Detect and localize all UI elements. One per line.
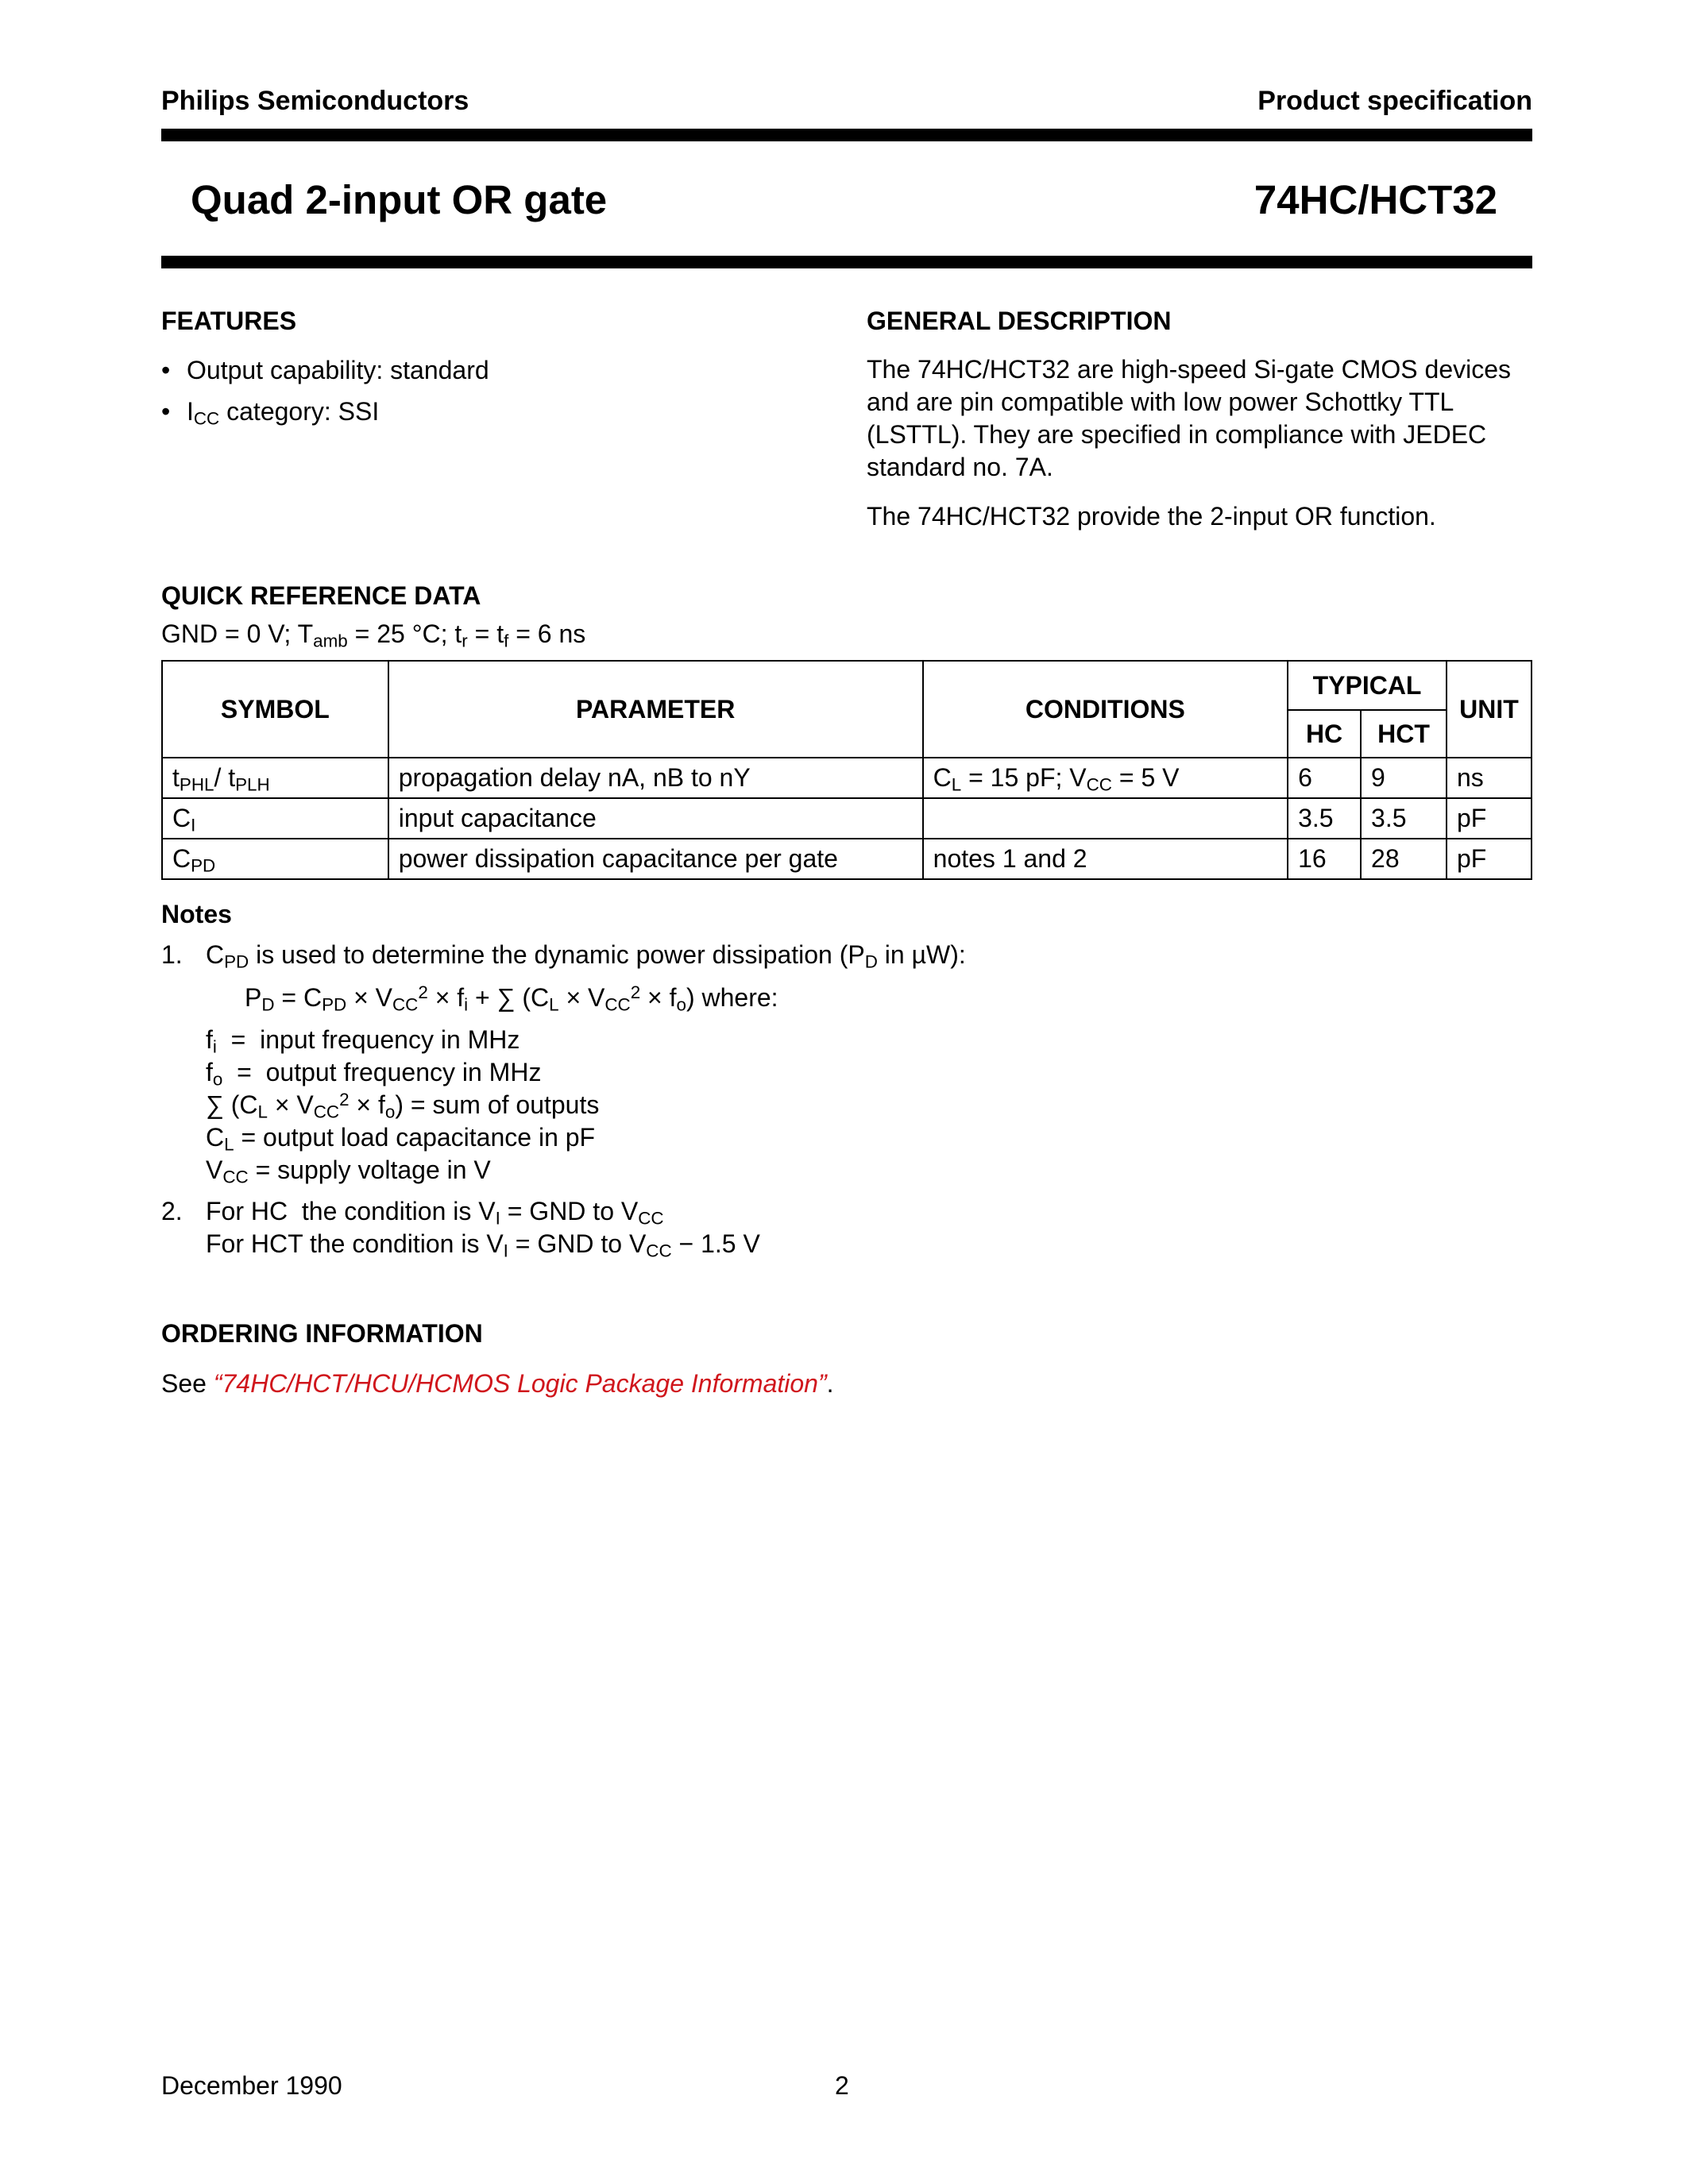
note-2-line-2: For HCT the condition is $V_I$ = GND to $V_{CC} - 1.5$ V: [206, 1229, 760, 1261]
definition-fi: $f_i$ = input frequency in MHz: [206, 1025, 520, 1057]
hct-cell: 9: [1361, 758, 1447, 798]
unit-cell: pF: [1447, 798, 1532, 839]
note-2-line-1: For HC the condition is $V_I$ = GND to $V_{CC}$: [206, 1197, 664, 1229]
definition-fo: $f_o$ = output frequency in MHz: [206, 1058, 542, 1090]
general-description-paragraph: The 74HC/HCT32 provide the 2-input OR function.: [867, 502, 1436, 531]
quick-reference-heading: QUICK REFERENCE DATA: [161, 581, 481, 610]
unit-cell: ns: [1447, 758, 1532, 798]
document-type: Product specification: [1257, 86, 1532, 116]
parameter-cell: input capacitance: [388, 798, 923, 839]
hct-cell: 3.5: [1361, 798, 1447, 839]
table-row: [162, 839, 1532, 879]
table-row: [162, 798, 1532, 839]
definition-cl: $C_L$ = output load capacitance in pF: [206, 1123, 596, 1155]
column-header-hct: HCT: [1361, 710, 1447, 758]
parameter-cell: power dissipation capacitance per gate: [388, 839, 923, 879]
column-header-unit: UNIT: [1447, 661, 1532, 758]
list-item: • $I_{CC}$ category: SSI: [161, 397, 380, 429]
part-number: 74HC/HCT32: [1253, 177, 1497, 222]
column-header-hc: HC: [1288, 710, 1361, 758]
quick-reference-table: [161, 660, 1532, 880]
unit-cell: pF: [1447, 839, 1532, 879]
note-1-text: $C_{PD}$ is used to determine the dynamic power dissipation ($P_D$ in µW):: [206, 940, 966, 972]
hc-cell: 6: [1288, 758, 1361, 798]
footer-date: December 1990: [161, 2071, 342, 2100]
parameter-cell: propagation delay nA, nB to nY: [388, 758, 923, 798]
page-number: 2: [835, 2071, 849, 2100]
power-formula: $P_D = C_{PD} \times V_{CC}^2 \times f_i$ + ∑ $(C_L \times V_{CC}^2 \times f_o)$ where:: [245, 982, 778, 1015]
conditions-cell: $C_L = 15$ pF; $V_{CC} = 5$ V: [923, 758, 1288, 798]
company-name: Philips Semiconductors: [161, 86, 469, 116]
list-item: • Output capability: standard: [161, 356, 489, 384]
symbol-cell: $C_{PD}$: [162, 839, 388, 879]
hc-cell: 3.5: [1288, 798, 1361, 839]
ordering-text: See “74HC/HCT/HCU/HCMOS Logic Package Information”.: [161, 1369, 834, 1398]
header-rule: [161, 129, 1532, 141]
column-header-typical: TYPICAL: [1288, 661, 1447, 710]
symbol-cell: $t_{PHL}/$ $t_{PLH}$: [162, 758, 388, 798]
general-description-heading: GENERAL DESCRIPTION: [867, 307, 1172, 335]
definition-vcc: $V_{CC}$ = supply voltage in V: [206, 1156, 491, 1187]
table-row: [162, 758, 1532, 798]
column-header-conditions: CONDITIONS: [923, 661, 1288, 758]
column-header-symbol: SYMBOL: [162, 661, 388, 758]
package-information-link[interactable]: “74HC/HCT/HCU/HCMOS Logic Package Information”: [213, 1369, 827, 1398]
quick-reference-conditions: GND = 0 V; $T_{amb} = 25$ °C; $t_r = t_f = 6$ ns: [161, 619, 586, 651]
notes-heading: Notes: [161, 900, 232, 928]
conditions-cell: [923, 798, 1288, 839]
hc-cell: 16: [1288, 839, 1361, 879]
hct-cell: 28: [1361, 839, 1447, 879]
column-header-parameter: PARAMETER: [388, 661, 923, 758]
conditions-cell: notes 1 and 2: [923, 839, 1288, 879]
definition-sum: ∑ $(C_L \times V_{CC}^2 \times f_o)$ = sum of outputs: [206, 1089, 600, 1122]
features-list: [161, 349, 489, 432]
symbol-cell: $C_I$: [162, 798, 388, 839]
features-heading: FEATURES: [161, 307, 297, 335]
page-title: Quad 2-input OR gate: [191, 177, 608, 222]
ordering-heading: ORDERING INFORMATION: [161, 1319, 483, 1348]
general-description-paragraph: The 74HC/HCT32 are high-speed Si-gate CMOS devices and are pin compatible with low power Schottky TTL (LSTTL). They are specified in compliance with JEDEC standard no. 7A.: [867, 355, 1512, 481]
title-rule: [161, 256, 1532, 268]
note-number: 1.: [161, 940, 183, 969]
note-number: 2.: [161, 1197, 183, 1225]
